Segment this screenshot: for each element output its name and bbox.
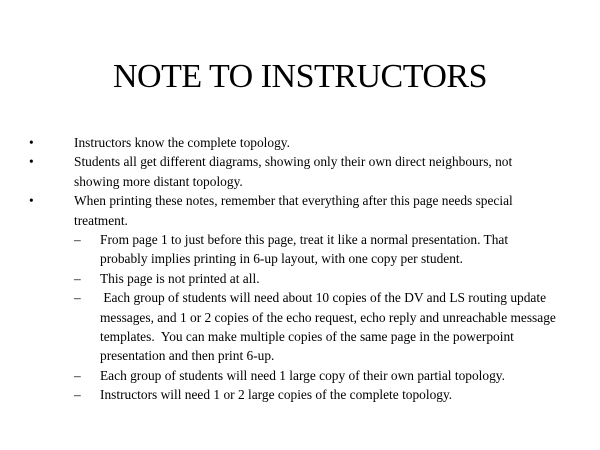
sub-bullet-text: Each group of students will need about 10 copies of the DV and LS routing update messages, and 1 or 2 copies of the echo request, echo reply and unreachable message templates. You can make multiple copies of the same page in the powerpoint presentation and then print 6-up. bbox=[100, 290, 560, 364]
bullet-list bbox=[0, 133, 600, 405]
sub-bullet-item bbox=[74, 269, 558, 288]
dash-icon: – bbox=[74, 232, 81, 248]
sub-bullet-item bbox=[74, 288, 558, 366]
sub-bullet-list bbox=[74, 230, 558, 405]
dash-icon: – bbox=[74, 367, 81, 383]
sub-bullet-item bbox=[74, 385, 558, 404]
sub-bullet-text: Instructors will need 1 or 2 large copies of the complete topology. bbox=[100, 387, 453, 403]
bullet-item bbox=[0, 191, 600, 404]
dash-icon: – bbox=[74, 387, 81, 403]
bullet-text: Instructors know the complete topology. bbox=[74, 135, 290, 150]
bullet-icon: • bbox=[29, 193, 34, 209]
bullet-icon: • bbox=[29, 154, 34, 170]
bullet-item bbox=[0, 152, 600, 191]
dash-icon: – bbox=[74, 290, 81, 306]
bullet-text: When printing these notes, remember that everything after this page needs special treatment. bbox=[74, 193, 513, 228]
slide-title: NOTE TO INSTRUCTORS bbox=[113, 58, 487, 95]
dash-icon: – bbox=[74, 270, 81, 286]
sub-bullet-text: This page is not printed at all. bbox=[100, 270, 260, 286]
sub-bullet-item bbox=[74, 366, 558, 385]
slide-body bbox=[0, 133, 600, 405]
sub-bullet-item bbox=[74, 230, 558, 269]
bullet-icon: • bbox=[29, 135, 34, 150]
sub-bullet-text: Each group of students will need 1 large copy of their own partial topology. bbox=[100, 367, 505, 383]
bullet-item bbox=[0, 133, 600, 152]
bullet-text: Students all get different diagrams, showing only their own direct neighbours, not showing more distant topology. bbox=[74, 154, 513, 189]
sub-bullet-text: From page 1 to just before this page, treat it like a normal presentation. That probably implies printing in 6-up layout, with one copy per student. bbox=[100, 232, 509, 267]
